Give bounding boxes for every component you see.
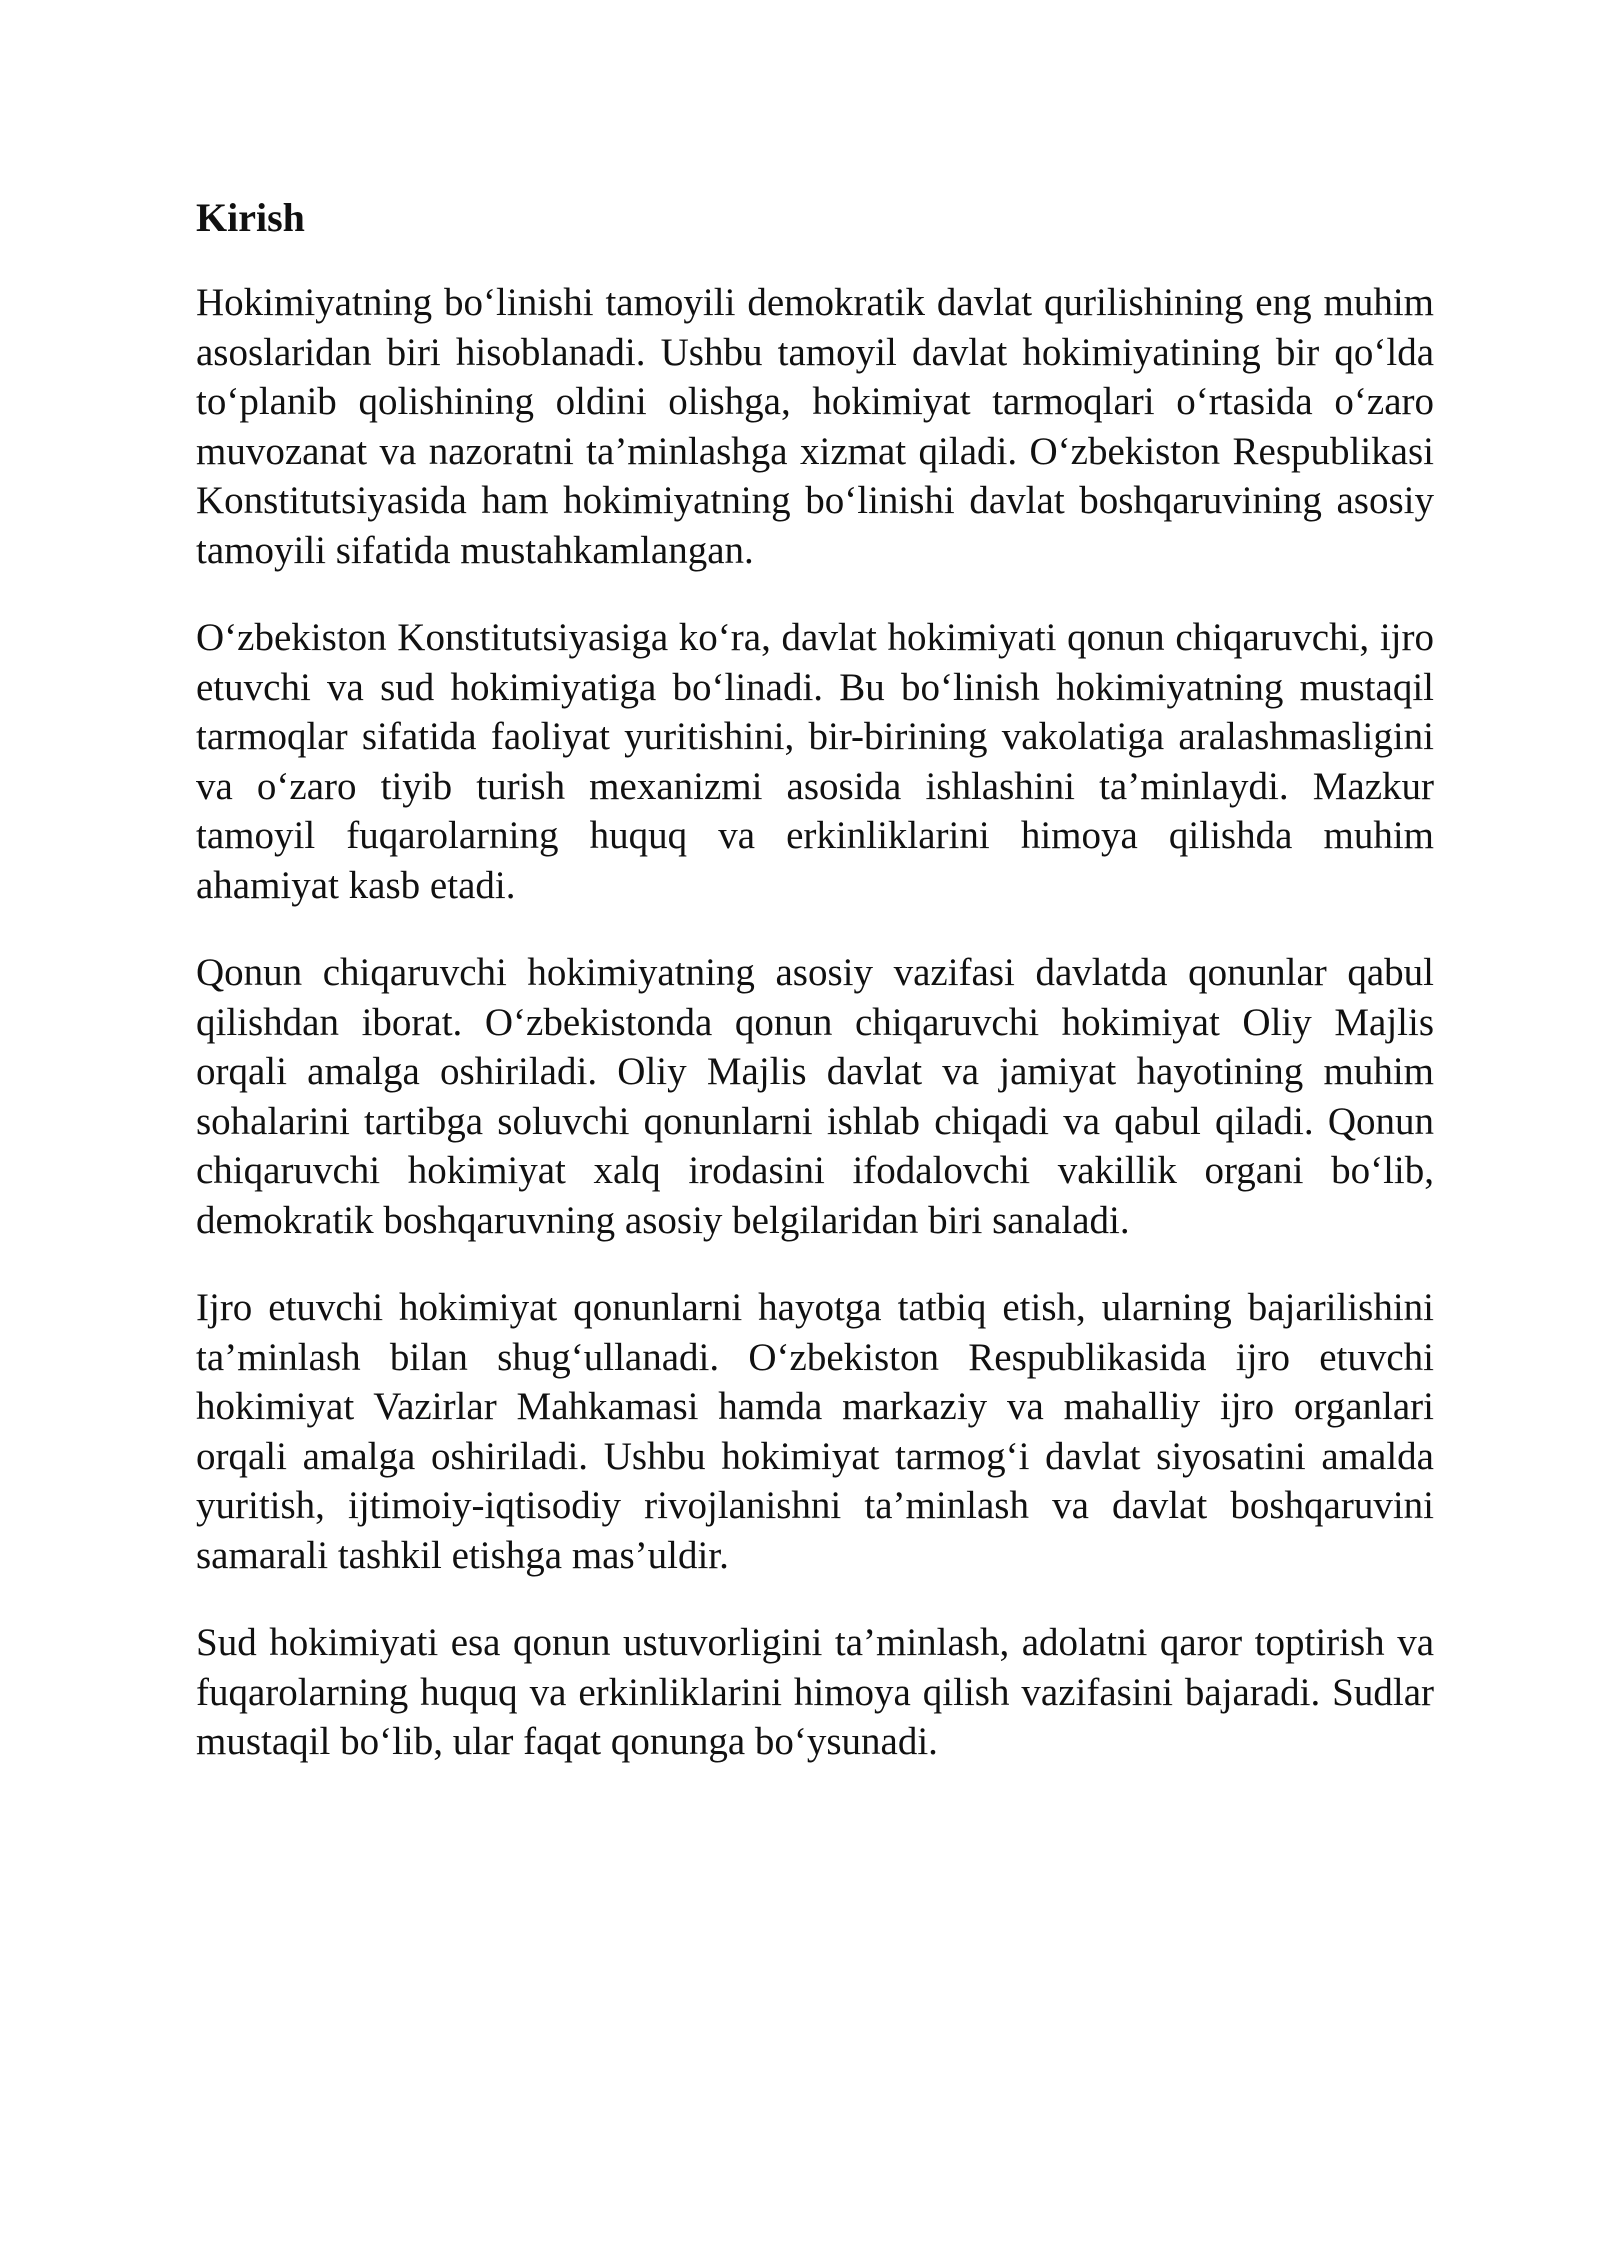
paragraph-4: Ijro etuvchi hokimiyat qonunlarni hayotga tatbiq etish, ularning bajarilishini ta’minlash bilan shug‘ullanadi. O‘zbekiston Respublikasida ijro etuvchi hokimiyat Vazirlar Mahkamasi hamda markaziy va mahalliy ijro organlari orqali amalga oshiriladi. Ushbu hokimiyat tarmog‘i davlat siyosatini amalda yuritish, ijtimoiy-iqtisodiy rivojlanishni ta’minlash va davlat boshqaruvini samarali tashkil etishga mas’uldir. bbox=[196, 1286, 1434, 1577]
paragraph-1: Hokimiyatning bo‘linishi tamoyili demokratik davlat qurilishining eng muhim asoslaridan biri hisoblanadi. Ushbu tamoyil davlat hokimiyatining bir qo‘lda to‘planib qolishining oldini olishga, hokimiyat tarmoqlari o‘rtasida o‘zaro muvozanat va nazoratni ta’minlashga xizmat qiladi. O‘zbekiston Respublikasi Konstitutsiyasida ham hokimiyatning bo‘linishi davlat boshqaruvining asosiy tamoyili sifatida mustahkamlangan. bbox=[196, 281, 1434, 572]
paragraph-5: Sud hokimiyati esa qonun ustuvorligini ta’minlash, adolatni qaror toptirish va fuqarolarning huquq va erkinliklarini himoya qilish vazifasini bajaradi. Sudlar mustaqil bo‘lib, ular faqat qonunga bo‘ysunadi. bbox=[196, 1621, 1434, 1763]
section-heading: Kirish bbox=[196, 195, 305, 240]
paragraph-2: O‘zbekiston Konstitutsiyasiga ko‘ra, davlat hokimiyati qonun chiqaruvchi, ijro etuvchi va sud hokimiyatiga bo‘linadi. Bu bo‘linish hokimiyatning mustaqil tarmoqlar sifatida faoliyat yuritishini, bir-birining vakolatiga aralashmasligini va o‘zaro tiyib turish mexanizmi asosida ishlashini ta’minlaydi. Mazkur tamoyil fuqarolarning huquq va erkinliklarini himoya qilishda muhim ahamiyat kasb etadi. bbox=[196, 616, 1434, 907]
document-page bbox=[196, 188, 1434, 1805]
paragraph-3: Qonun chiqaruvchi hokimiyatning asosiy vazifasi davlatda qonunlar qabul qilishdan iborat. O‘zbekistonda qonun chiqaruvchi hokimiyat Oliy Majlis orqali amalga oshiriladi. Oliy Majlis davlat va jamiyat hayotining muhim sohalarini tartibga soluvchi qonunlarni ishlab chiqadi va qabul qiladi. Qonun chiqaruvchi hokimiyat xalq irodasini ifodalovchi vakillik organi bo‘lib, demokratik boshqaruvning asosiy belgilaridan biri sanaladi. bbox=[196, 951, 1434, 1242]
